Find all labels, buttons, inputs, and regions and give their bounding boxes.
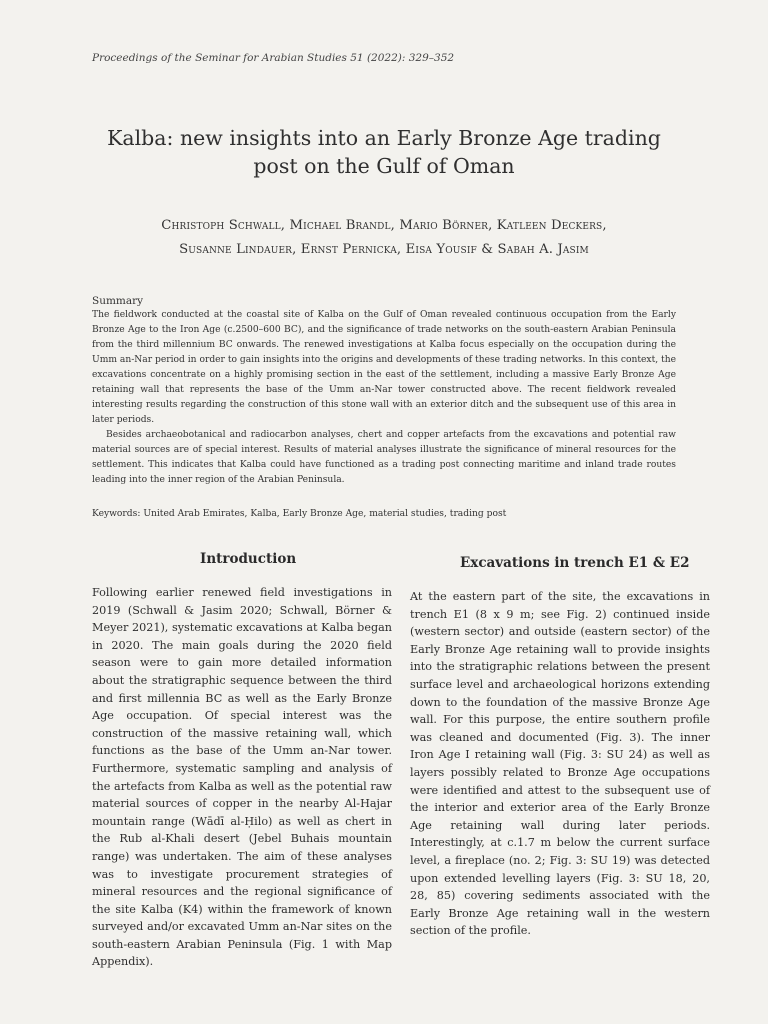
introduction-paragraph: Following earlier renewed field investigations in 2019 (Schwall & Jasim 2020; Schwall, Börner & Meyer 2021), systematic excavations at Kalba began in 2020. The main goals during the 2020 field season were to gain more detailed information about the stratigraphic sequence between the third and first millennia BC as well as the Early Bronze Age occupation. Of special interest was the construction of the massive retaining wall, which functions as the base of the Umm an-Nar tower. Furthermore, systematic sampling and analysis of the artefacts from Kalba as well as the potential raw material sources of copper in the nearby Al-Hajar mountain range (Wādī al-Ḥilo) as well as chert in the Rub al-Khali desert (Jebel Buhais mountain range) was undertaken. The aim of these analyses was to investigate procurement strategies of mineral resources and the regional significance of the site Kalba (K4) within the framework of known surveyed and/or excavated Umm an-Nar sites on the south-eastern Arabian Peninsula (Fig. 1 with Map Appendix). — [92, 586, 392, 969]
keywords — [92, 507, 676, 521]
summary-paragraph-2: Besides archaeobotanical and radiocarbon analyses, chert and copper artefacts from the excavations and potential raw material sources are of special interest. Results of material analyses illustrate the significance of mineral resources for the settlement. This indicates that Kalba could have functioned as a trading post connecting maritime and inland trade routes leading into the inner region of the Arabian Peninsula. — [92, 430, 676, 485]
summary-paragraph-1: The fieldwork conducted at the coastal site of Kalba on the Gulf of Oman revealed continuous occupation from the Early Bronze Age to the Iron Age (c.2500–600 BC), and the significance of trade networks on the south-eastern Arabian Peninsula from the third millennium BC onwards. The renewed investigations at Kalba focus especially on the occupation during the Umm an-Nar period in order to gain insights into the origins and developments of these trading networks. In this context, the excavations concentrate on a highly promising section in the east of the settlement, including a massive Early Bronze Age retaining wall that represents the base of the Umm an-Nar tower constructed above. The recent fieldwork revealed interesting results regarding the construction of this stone wall with an exterior ditch and the subsequent use of this area in later periods. — [92, 310, 676, 425]
article-title: Kalba: new insights into an Early Bronze Age trading post on the Gulf of Oman — [107, 126, 661, 178]
author-list — [92, 214, 676, 262]
introduction-column — [92, 584, 392, 971]
journal-citation: Proceedings of the Seminar for Arabian Studies 51 (2022): 329–352 — [92, 52, 455, 64]
summary-body — [92, 308, 676, 488]
authors-line-1: Christoph Schwall, Michael Brandl, Mario Börner, Katleen Deckers, — [161, 218, 607, 233]
excavations-paragraph: At the eastern part of the site, the excavations in trench E1 (8 x 9 m; see Fig. 2) continued inside (western sector) and outside (eastern sector) of the Early Bronze Age retaining wall to provide insights into the stratigraphic relations between the present surface level and archaeological horizons extending down to the foundation of the massive Bronze Age wall. For this purpose, the entire southern profile was cleaned and documented (Fig. 3). The inner Iron Age I retaining wall (Fig. 3: SU 24) as well as layers possibly related to Bronze Age occupations were identified and attest to the subsequent use of the interior and exterior area of the Early Bronze Age retaining wall during later periods. Interestingly, at c.1.7 m below the current surface level, a fireplace (no. 2; Fig. 3: SU 19) was detected upon extended levelling layers (Fig. 3: SU 18, 20, 28, 85) covering sediments associated with the Early Bronze Age retaining wall in the western section of the profile. — [410, 590, 710, 938]
excavations-column — [410, 588, 710, 940]
authors-line-2: Susanne Lindauer, Ernst Pernicka, Eisa Yousif & Sabah A. Jasim — [179, 242, 589, 257]
keywords-text: United Arab Emirates, Kalba, Early Bronze Age, material studies, trading post — [143, 509, 507, 519]
excavations-heading: Excavations in trench E1 & E2 — [460, 555, 690, 571]
introduction-heading: Introduction — [200, 551, 297, 567]
keywords-label: Keywords: — [92, 509, 141, 519]
summary-heading: Summary — [92, 295, 144, 307]
